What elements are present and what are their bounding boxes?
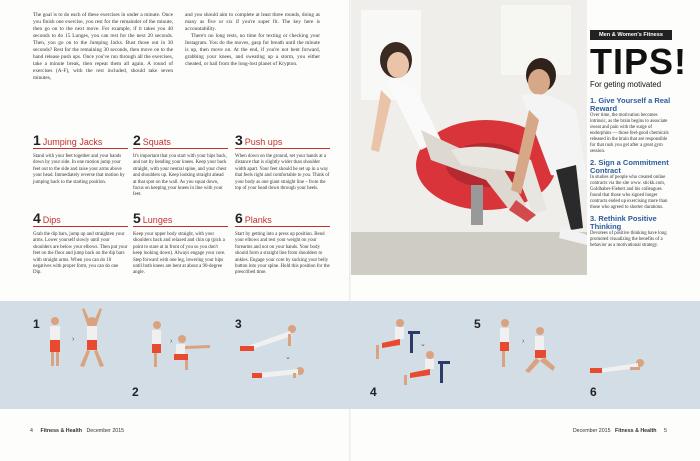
step-number: 2 [132, 385, 139, 399]
tip-item [590, 215, 672, 249]
exercise-name: Planks [244, 215, 272, 225]
tip-heading: 3. Rethink Positive Thinking [590, 214, 657, 231]
tip-heading: 2. Sign a Commitment Contract [590, 158, 669, 175]
photo-illustration [351, 0, 587, 275]
exercise-description: Stand with your feet together and your hands down by your side. In one motion jump your feet out to the side and raise your arms above your head. Immediately reverse that motion by jumping back to the starting position. [33, 154, 125, 185]
exercise-illustration-strip [0, 301, 700, 409]
tips-sidebar [590, 30, 688, 253]
issue-date: December 2015 [86, 428, 125, 434]
exercise-number: 3 [235, 132, 243, 148]
exercise-description: Grab the dip bars, jump up and straighten your arms. Lower yourself slowly until your shoulders are below your elbows. Then put your feet on the floor and jump back on the dip bars with straight arms. When you can do 10 negatives with proper form, you can do one Dip. [33, 232, 128, 276]
svg-text:›: › [170, 338, 173, 345]
exercise-planks [235, 210, 330, 277]
step-number: 5 [474, 317, 481, 331]
tip-body: Devotees of positive thinking have long promoted visualizing the benefits of a behavior as a motivational strategy. [590, 231, 667, 248]
section-tag: Men & Women's Fitness [590, 30, 672, 40]
exercise-figures [0, 301, 700, 409]
intro-column-2 [185, 12, 320, 68]
issue-date: December 2015 [572, 428, 611, 434]
intro-paragraph: and you should aim to complete at least three rounds, doing as many as five or six if you're super fit. The key here is accountability. [185, 12, 320, 32]
svg-text:›: › [522, 338, 525, 345]
tips-subtitle: For geting motivated [590, 80, 662, 89]
exercise-number: 6 [235, 210, 243, 226]
jumping-jack-open-figure-icon [80, 308, 104, 367]
squat-figure-icon [152, 321, 210, 370]
dip-figure-icon [376, 319, 450, 385]
exercise-description: Keep your upper body straight, with your shoulders back and relaxed and chin up (pick a point to stare at in front of you so you don't keep looking down). Always engage your core. Step forward with one leg, lowering your hips until both knees are bent at about a 90-degree angle. [133, 232, 226, 276]
intro-paragraph: There's no long rests, no time for texting or checking your Instagram. You do the moves, gasp for breath until the minute is up, then move on. At the end, if you're not bent forward, grabbing your knees, and sweating up a storm, you either cheated, or hail from the long-lost planet of Krypton. [185, 33, 320, 67]
svg-text:›: › [72, 336, 75, 343]
exercise-heading [133, 132, 228, 149]
step-number: 6 [590, 385, 597, 399]
exercise-description: It's important that you start with your hips back, and not by bending your knees. Keep your back straight, with your neutral spine, and your chest and shoulders up. Keep looking straight ahead at that spot on the wall. As you squat down, focus on keeping your knees in line with your feet. [133, 154, 227, 198]
page-number: 5 [664, 428, 667, 434]
exercise-heading [133, 210, 228, 227]
exercise-lunges [133, 210, 228, 277]
tip-item [590, 159, 672, 211]
step-number: 1 [33, 317, 40, 331]
lunge-figure-icon [500, 319, 555, 373]
magazine-name: Fitness & Health [40, 428, 82, 434]
step-number: 4 [370, 385, 377, 399]
exercise-name: Lunges [142, 215, 173, 225]
exercise-heading [33, 132, 128, 149]
page-number: 4 [30, 428, 33, 434]
footer-right [573, 428, 667, 434]
footer-left [30, 428, 124, 434]
exercise-name: Dips [42, 215, 61, 225]
exercise-name: Push ups [244, 137, 283, 147]
intro-column-1: The goal is to do each of these exercises in under a minute. Once you finish one exercise, you rest for the remainder of the minute, then go on to the next move. For example, if it takes you 40 seconds to do 15 Lunges, you can rest for the next 20 seconds. Then, you go on to the Jumping Jacks. Bust those out in 30 seconds? Rest for the remaining 30 seconds, then move on to the hand release push ups. Once you've run through all the exercises, take a minute break, then repeat them all again. A round of exercises (A-F), with the rest included, should take seven minutes, [33, 12, 173, 81]
svg-text:⌄: ⌄ [285, 354, 291, 361]
tip-body: In studies of people who created online contracts via the site www. stickk.com, Goldhaber-Fiebert and his colleagues found that those who signed longer contracts ended up exercising more than those who agreed to shorter durations. [590, 175, 668, 210]
exercise-name: Jumping Jacks [42, 137, 103, 147]
step-number: 3 [235, 317, 242, 331]
tip-body: Over time, the motivation becomes intrinsic, as the brain begins to associate sweat and pain with the surge of endorphins — those feel-good chemicals released in the brain that are responsible for that rush you get after a great gym session. [590, 113, 669, 154]
magazine-name: Fitness & Health [615, 428, 657, 434]
svg-text:⌄: ⌄ [420, 341, 426, 348]
exercise-number: 1 [33, 132, 41, 148]
exercise-number: 5 [133, 210, 141, 226]
pushup-figure-icon [240, 325, 304, 378]
exercise-number: 4 [33, 210, 41, 226]
exercise-number: 2 [133, 132, 141, 148]
exercise-heading [235, 132, 330, 149]
plank-figure-icon [590, 359, 644, 373]
exercise-dips [33, 210, 128, 277]
jumping-jack-figure-icon [50, 317, 60, 366]
exercise-description: Start by getting into a press up position. Bend your elbows and rest your weight on your forearms and not on your hands. Your body should form a straight line from shoulders to ankles. Engage your core by sucking your belly button into your spine. Hold this position for the prescribed time. [235, 232, 330, 276]
exercise-jumping-jacks [33, 132, 128, 186]
exercise-description: When down on the ground, set your hands at a distance that is slightly wider than shoulder width apart. Your feet should be set up in a way that feels right and comfortable to you. Think of your body as one giant straight line – from the top of your head down through your heels. [235, 154, 330, 192]
couple-pushup-photo [351, 0, 587, 275]
exercise-name: Squats [142, 137, 171, 147]
tip-item [590, 97, 672, 155]
exercise-heading [235, 210, 330, 227]
exercise-push-ups [235, 132, 330, 192]
exercise-heading [33, 210, 128, 227]
exercise-squats [133, 132, 228, 199]
tip-heading: 1. Give Yourself a Real Reward [590, 96, 671, 113]
tips-title: TIPS! [590, 41, 688, 82]
